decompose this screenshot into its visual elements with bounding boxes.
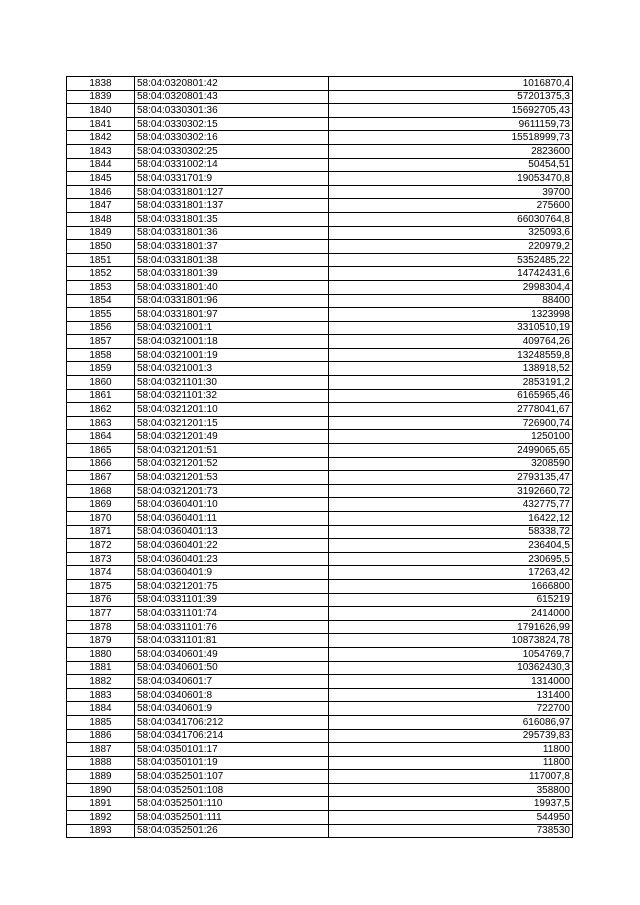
cadastral-number-cell: 58:04:0321101:32 — [135, 389, 329, 403]
value-cell: 15692705,43 — [329, 104, 573, 118]
row-number-cell: 1885 — [67, 715, 135, 729]
value-cell: 13248559,8 — [329, 348, 573, 362]
cadastral-number-cell: 58:04:0352501:110 — [135, 797, 329, 811]
cadastral-number-cell: 58:04:0331801:36 — [135, 226, 329, 240]
row-number-cell: 1884 — [67, 702, 135, 716]
table-row — [67, 226, 573, 240]
table-row — [67, 783, 573, 797]
cadastral-number-cell: 58:04:0331801:38 — [135, 253, 329, 267]
cadastral-number-cell: 58:04:0331101:39 — [135, 593, 329, 607]
row-number-cell: 1863 — [67, 416, 135, 430]
table-row — [67, 144, 573, 158]
table-row — [67, 430, 573, 444]
table-row — [67, 308, 573, 322]
table-row — [67, 770, 573, 784]
cadastral-number-cell: 58:04:0321201:75 — [135, 579, 329, 593]
table-row — [67, 484, 573, 498]
cadastral-value-table — [66, 76, 573, 838]
table-row — [67, 212, 573, 226]
value-cell: 1250100 — [329, 430, 573, 444]
table-row — [67, 172, 573, 186]
row-number-cell: 1849 — [67, 226, 135, 240]
cadastral-number-cell: 58:04:0330302:16 — [135, 131, 329, 145]
value-cell: 615219 — [329, 593, 573, 607]
cadastral-number-cell: 58:04:0360401:10 — [135, 498, 329, 512]
row-number-cell: 1891 — [67, 797, 135, 811]
value-cell: 17263,42 — [329, 566, 573, 580]
value-cell: 3310510,19 — [329, 321, 573, 335]
table-row — [67, 104, 573, 118]
table-row — [67, 811, 573, 825]
cadastral-number-cell: 58:04:0340601:49 — [135, 647, 329, 661]
cadastral-number-cell: 58:04:0330302:15 — [135, 117, 329, 131]
value-cell: 2793135,47 — [329, 471, 573, 485]
row-number-cell: 1859 — [67, 362, 135, 376]
row-number-cell: 1850 — [67, 240, 135, 254]
cadastral-number-cell: 58:04:0331101:76 — [135, 620, 329, 634]
row-number-cell: 1870 — [67, 512, 135, 526]
cadastral-number-cell: 58:04:0340601:50 — [135, 661, 329, 675]
value-cell: 1016870,4 — [329, 77, 573, 91]
cadastral-number-cell: 58:04:0340601:7 — [135, 675, 329, 689]
row-number-cell: 1873 — [67, 552, 135, 566]
row-number-cell: 1840 — [67, 104, 135, 118]
cadastral-number-cell: 58:04:0360401:23 — [135, 552, 329, 566]
table-row — [67, 675, 573, 689]
value-cell: 738530 — [329, 824, 573, 838]
row-number-cell: 1838 — [67, 77, 135, 91]
cadastral-number-cell: 58:04:0331101:74 — [135, 607, 329, 621]
cadastral-number-cell: 58:04:0360401:11 — [135, 512, 329, 526]
row-number-cell: 1857 — [67, 335, 135, 349]
table-row — [67, 512, 573, 526]
value-cell: 11800 — [329, 756, 573, 770]
cadastral-number-cell: 58:04:0321201:51 — [135, 444, 329, 458]
cadastral-number-cell: 58:04:0331801:127 — [135, 185, 329, 199]
row-number-cell: 1852 — [67, 267, 135, 281]
row-number-cell: 1874 — [67, 566, 135, 580]
value-cell: 2853191,2 — [329, 376, 573, 390]
cadastral-number-cell: 58:04:0321201:52 — [135, 457, 329, 471]
value-cell: 14742431,6 — [329, 267, 573, 281]
row-number-cell: 1858 — [67, 348, 135, 362]
table-row — [67, 362, 573, 376]
row-number-cell: 1841 — [67, 117, 135, 131]
table-row — [67, 471, 573, 485]
cadastral-number-cell: 58:04:0352501:108 — [135, 783, 329, 797]
value-cell: 117007,8 — [329, 770, 573, 784]
row-number-cell: 1855 — [67, 308, 135, 322]
table-row — [67, 457, 573, 471]
table-row — [67, 321, 573, 335]
value-cell: 10362430,3 — [329, 661, 573, 675]
row-number-cell: 1882 — [67, 675, 135, 689]
value-cell: 2499065,65 — [329, 444, 573, 458]
row-number-cell: 1878 — [67, 620, 135, 634]
table-row — [67, 729, 573, 743]
table-row — [67, 647, 573, 661]
cadastral-number-cell: 58:04:0350101:19 — [135, 756, 329, 770]
row-number-cell: 1869 — [67, 498, 135, 512]
value-cell: 16422,12 — [329, 512, 573, 526]
value-cell: 5352485,22 — [329, 253, 573, 267]
cadastral-number-cell: 58:04:0321001:3 — [135, 362, 329, 376]
cadastral-number-cell: 58:04:0350101:17 — [135, 743, 329, 757]
row-number-cell: 1880 — [67, 647, 135, 661]
row-number-cell: 1865 — [67, 444, 135, 458]
value-cell: 19053470,8 — [329, 172, 573, 186]
table-row — [67, 267, 573, 281]
cadastral-number-cell: 58:04:0321201:53 — [135, 471, 329, 485]
value-cell: 230695,5 — [329, 552, 573, 566]
table-row — [67, 117, 573, 131]
value-cell: 616086,97 — [329, 715, 573, 729]
row-number-cell: 1879 — [67, 634, 135, 648]
cadastral-number-cell: 58:04:0331801:40 — [135, 280, 329, 294]
table-row — [67, 294, 573, 308]
table-row — [67, 593, 573, 607]
cadastral-number-cell: 58:04:0320801:43 — [135, 90, 329, 104]
value-cell: 50454,51 — [329, 158, 573, 172]
value-cell: 3192660,72 — [329, 484, 573, 498]
cadastral-number-cell: 58:04:0321101:30 — [135, 376, 329, 390]
cadastral-number-cell: 58:04:0321201:10 — [135, 403, 329, 417]
cadastral-number-cell: 58:04:0321001:19 — [135, 348, 329, 362]
row-number-cell: 1854 — [67, 294, 135, 308]
cadastral-number-cell: 58:04:0331801:96 — [135, 294, 329, 308]
table-row — [67, 348, 573, 362]
row-number-cell: 1853 — [67, 280, 135, 294]
table-row — [67, 620, 573, 634]
value-cell: 722700 — [329, 702, 573, 716]
table-row — [67, 90, 573, 104]
value-cell: 131400 — [329, 688, 573, 702]
value-cell: 39700 — [329, 185, 573, 199]
table-row — [67, 579, 573, 593]
value-cell: 58338,72 — [329, 525, 573, 539]
row-number-cell: 1881 — [67, 661, 135, 675]
row-number-cell: 1871 — [67, 525, 135, 539]
row-number-cell: 1843 — [67, 144, 135, 158]
cadastral-number-cell: 58:04:0331801:97 — [135, 308, 329, 322]
value-cell: 236404,5 — [329, 539, 573, 553]
value-cell: 19937,5 — [329, 797, 573, 811]
row-number-cell: 1845 — [67, 172, 135, 186]
row-number-cell: 1888 — [67, 756, 135, 770]
value-cell: 57201375,3 — [329, 90, 573, 104]
row-number-cell: 1842 — [67, 131, 135, 145]
table-row — [67, 376, 573, 390]
cadastral-number-cell: 58:04:0340601:8 — [135, 688, 329, 702]
cadastral-number-cell: 58:04:0341706:212 — [135, 715, 329, 729]
row-number-cell: 1868 — [67, 484, 135, 498]
cadastral-number-cell: 58:04:0340601:9 — [135, 702, 329, 716]
table-row — [67, 280, 573, 294]
table-row — [67, 416, 573, 430]
value-cell: 2823600 — [329, 144, 573, 158]
row-number-cell: 1862 — [67, 403, 135, 417]
cadastral-number-cell: 58:04:0321201:73 — [135, 484, 329, 498]
row-number-cell: 1877 — [67, 607, 135, 621]
table-row — [67, 403, 573, 417]
row-number-cell: 1887 — [67, 743, 135, 757]
value-cell: 9611159,73 — [329, 117, 573, 131]
row-number-cell: 1876 — [67, 593, 135, 607]
value-cell: 88400 — [329, 294, 573, 308]
value-cell: 138918,52 — [329, 362, 573, 376]
table-row — [67, 552, 573, 566]
value-cell: 3208590 — [329, 457, 573, 471]
value-cell: 2998304,4 — [329, 280, 573, 294]
value-cell: 295739,83 — [329, 729, 573, 743]
row-number-cell: 1883 — [67, 688, 135, 702]
cadastral-number-cell: 58:04:0331801:37 — [135, 240, 329, 254]
row-number-cell: 1864 — [67, 430, 135, 444]
table-row — [67, 253, 573, 267]
table-row — [67, 688, 573, 702]
row-number-cell: 1886 — [67, 729, 135, 743]
cadastral-number-cell: 58:04:0360401:22 — [135, 539, 329, 553]
cadastral-number-cell: 58:04:0331801:35 — [135, 212, 329, 226]
row-number-cell: 1890 — [67, 783, 135, 797]
table-row — [67, 607, 573, 621]
row-number-cell: 1861 — [67, 389, 135, 403]
row-number-cell: 1892 — [67, 811, 135, 825]
table-row — [67, 756, 573, 770]
row-number-cell: 1872 — [67, 539, 135, 553]
value-cell: 10873824,78 — [329, 634, 573, 648]
cadastral-number-cell: 58:04:0321201:49 — [135, 430, 329, 444]
table-row — [67, 389, 573, 403]
table-row — [67, 199, 573, 213]
cadastral-number-cell: 58:04:0331101:81 — [135, 634, 329, 648]
value-cell: 358800 — [329, 783, 573, 797]
value-cell: 66030764,8 — [329, 212, 573, 226]
cadastral-number-cell: 58:04:0352501:111 — [135, 811, 329, 825]
value-cell: 726900,74 — [329, 416, 573, 430]
value-cell: 1666800 — [329, 579, 573, 593]
row-number-cell: 1856 — [67, 321, 135, 335]
value-cell: 1791626,99 — [329, 620, 573, 634]
row-number-cell: 1893 — [67, 824, 135, 838]
value-cell: 6165965,46 — [329, 389, 573, 403]
value-cell: 409764,26 — [329, 335, 573, 349]
table-row — [67, 797, 573, 811]
cadastral-number-cell: 58:04:0331801:137 — [135, 199, 329, 213]
cadastral-number-cell: 58:04:0331701:9 — [135, 172, 329, 186]
table-row — [67, 634, 573, 648]
table-row — [67, 158, 573, 172]
value-cell: 11800 — [329, 743, 573, 757]
cadastral-number-cell: 58:04:0321001:1 — [135, 321, 329, 335]
table-row — [67, 715, 573, 729]
value-cell: 325093,6 — [329, 226, 573, 240]
value-cell: 1054769,7 — [329, 647, 573, 661]
table-row — [67, 131, 573, 145]
row-number-cell: 1844 — [67, 158, 135, 172]
table-row — [67, 661, 573, 675]
value-cell: 432775,77 — [329, 498, 573, 512]
row-number-cell: 1889 — [67, 770, 135, 784]
table-row — [67, 498, 573, 512]
table-row — [67, 240, 573, 254]
row-number-cell: 1867 — [67, 471, 135, 485]
row-number-cell: 1851 — [67, 253, 135, 267]
table-row — [67, 335, 573, 349]
table-row — [67, 539, 573, 553]
table-row — [67, 702, 573, 716]
table-row — [67, 444, 573, 458]
cadastral-number-cell: 58:04:0360401:13 — [135, 525, 329, 539]
cadastral-number-cell: 58:04:0331801:39 — [135, 267, 329, 281]
value-cell: 2414000 — [329, 607, 573, 621]
row-number-cell: 1847 — [67, 199, 135, 213]
cadastral-number-cell: 58:04:0330301:36 — [135, 104, 329, 118]
cadastral-number-cell: 58:04:0321001:18 — [135, 335, 329, 349]
cadastral-number-cell: 58:04:0320801:42 — [135, 77, 329, 91]
row-number-cell: 1846 — [67, 185, 135, 199]
cadastral-number-cell: 58:04:0352501:26 — [135, 824, 329, 838]
cadastral-number-cell: 58:04:0330302:25 — [135, 144, 329, 158]
table-row — [67, 185, 573, 199]
table-row — [67, 77, 573, 91]
value-cell: 15518999,73 — [329, 131, 573, 145]
cadastral-number-cell: 58:04:0360401:9 — [135, 566, 329, 580]
row-number-cell: 1860 — [67, 376, 135, 390]
value-cell: 1323998 — [329, 308, 573, 322]
value-cell: 2778041,67 — [329, 403, 573, 417]
cadastral-number-cell: 58:04:0352501:107 — [135, 770, 329, 784]
row-number-cell: 1848 — [67, 212, 135, 226]
cadastral-number-cell: 58:04:0341706:214 — [135, 729, 329, 743]
value-cell: 1314000 — [329, 675, 573, 689]
cadastral-number-cell: 58:04:0331002:14 — [135, 158, 329, 172]
table-body — [67, 77, 573, 838]
table-row — [67, 525, 573, 539]
row-number-cell: 1875 — [67, 579, 135, 593]
table-row — [67, 824, 573, 838]
value-cell: 275600 — [329, 199, 573, 213]
row-number-cell: 1839 — [67, 90, 135, 104]
cadastral-number-cell: 58:04:0321201:15 — [135, 416, 329, 430]
row-number-cell: 1866 — [67, 457, 135, 471]
value-cell: 220979,2 — [329, 240, 573, 254]
table-row — [67, 743, 573, 757]
value-cell: 544950 — [329, 811, 573, 825]
table-row — [67, 566, 573, 580]
